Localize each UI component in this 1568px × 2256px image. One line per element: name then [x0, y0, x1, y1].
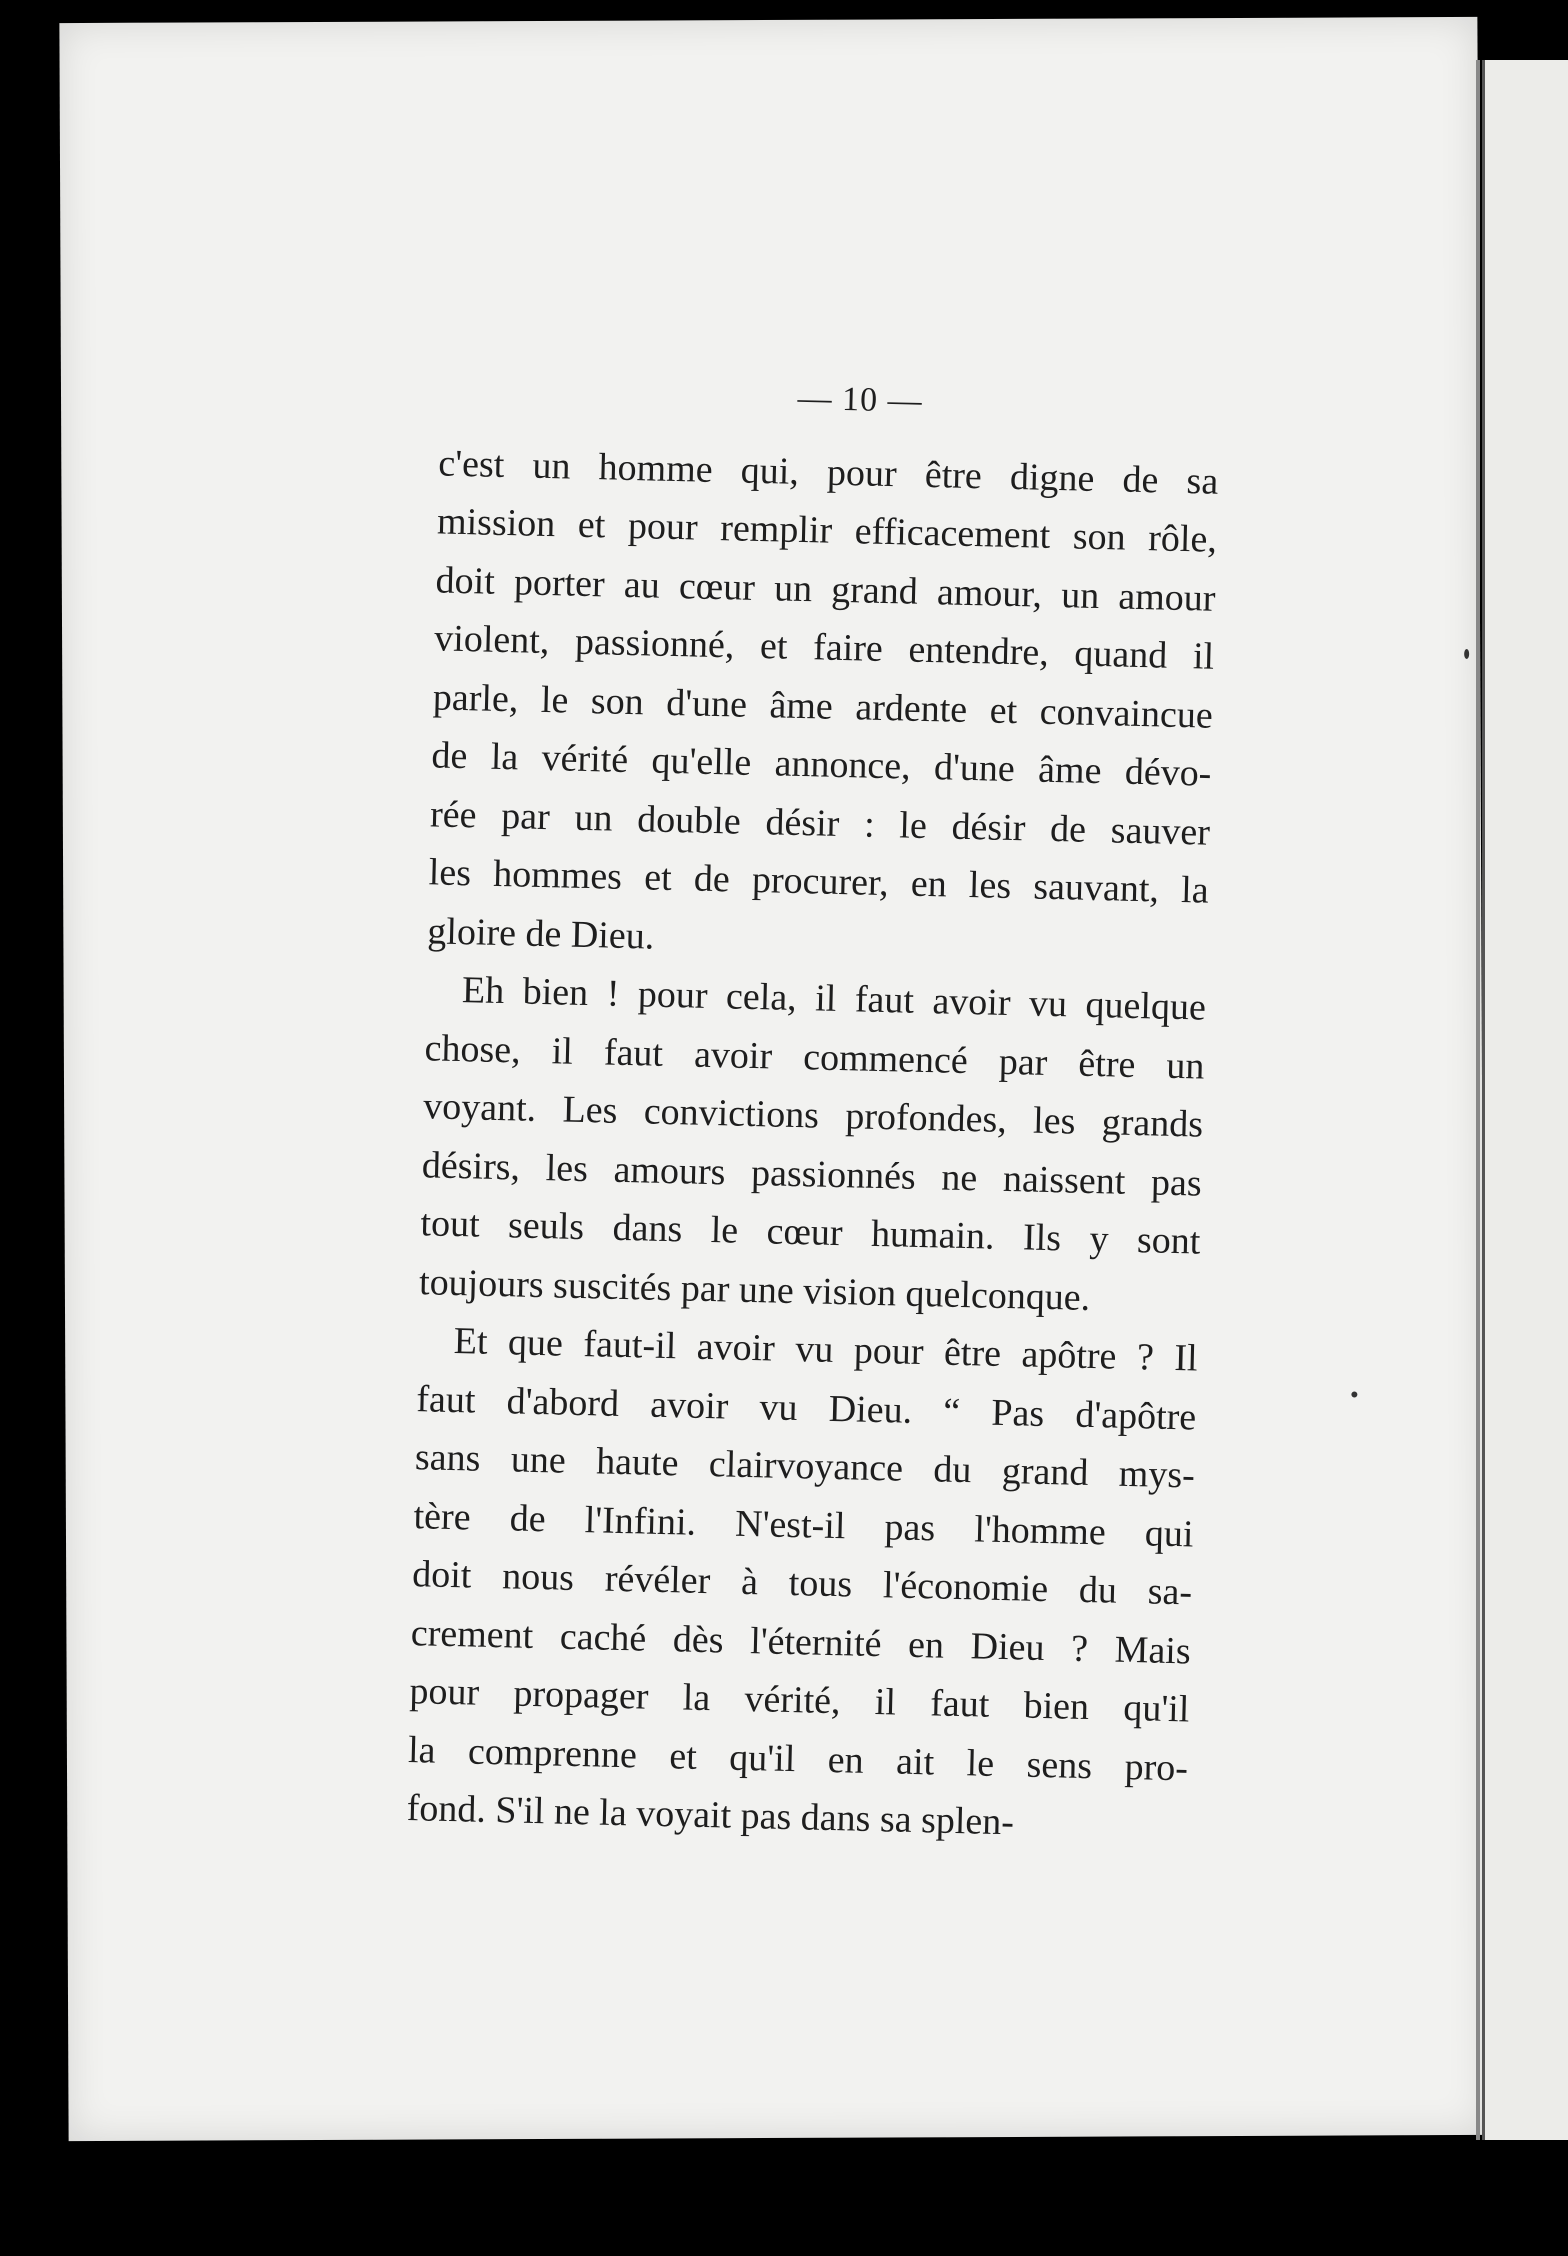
text-line: gloire de Dieu.	[426, 909, 655, 958]
text-line: mission et pour remplir efficacement son rôle,	[436, 500, 1218, 561]
body-text	[406, 434, 1219, 1856]
text-line: désirs, les amours passionnés ne naissent pas	[421, 1143, 1203, 1205]
dust-speck	[1464, 649, 1469, 659]
text-line: les hommes et de procurer, en les sauvant, la	[428, 851, 1210, 912]
book-page	[59, 17, 1486, 2141]
text-line: chose, il faut avoir commencé par être un	[424, 1026, 1205, 1088]
text-line: de la vérité qu'elle annonce, d'une âme dévo-	[431, 734, 1212, 795]
text-line: Et que faut-il avoir vu pour être apôtre ? Il	[453, 1320, 1199, 1380]
dust-speck	[1351, 1391, 1357, 1397]
text-line: la comprenne et qu'il en ait le sens pro-	[407, 1728, 1189, 1789]
adjacent-page-edge	[1482, 60, 1568, 2140]
text-line: toujours suscités par une vision quelconque.	[418, 1260, 1091, 1319]
text-line: parle, le son d'une âme ardente et convaincue	[432, 675, 1214, 737]
text-block	[406, 361, 1221, 1855]
text-line: rée par un double désir : le désir de sauver	[429, 792, 1211, 854]
text-line: fond. S'il ne la voyait pas dans sa splen-	[406, 1787, 1015, 1844]
text-line: doit porter au cœur un grand amour, un amour	[435, 558, 1216, 620]
text-line: faut d'abord avoir vu Dieu. “ Pas d'apôtre	[415, 1377, 1197, 1439]
paragraph	[406, 1311, 1198, 1856]
text-line: doit nous révéler à tous l'économie du sa-	[411, 1553, 1193, 1614]
text-line: sans une haute clairvoyance du grand mys-	[414, 1436, 1196, 1497]
page-gutter	[1476, 60, 1480, 2140]
text-line: tout seuls dans le cœur humain. Ils y sont	[420, 1202, 1201, 1263]
text-line: c'est un homme qui, pour être digne de sa	[437, 441, 1219, 503]
text-line: tère de l'Infini. N'est-il pas l'homme qui	[413, 1494, 1194, 1555]
text-line: Eh bien ! pour cela, il faut avoir vu quelque	[461, 969, 1207, 1029]
text-line: crement caché dès l'éternité en Dieu ? Mais	[410, 1611, 1192, 1672]
page-number: — 10 —	[797, 379, 923, 420]
paragraph	[418, 960, 1206, 1329]
paragraph	[427, 434, 1219, 979]
text-line: violent, passionné, et faire entendre, quand il	[433, 617, 1215, 678]
text-line: voyant. Les convictions profondes, les grands	[422, 1085, 1204, 1146]
text-line: pour propager la vérité, il faut bien qu'il	[409, 1670, 1190, 1731]
